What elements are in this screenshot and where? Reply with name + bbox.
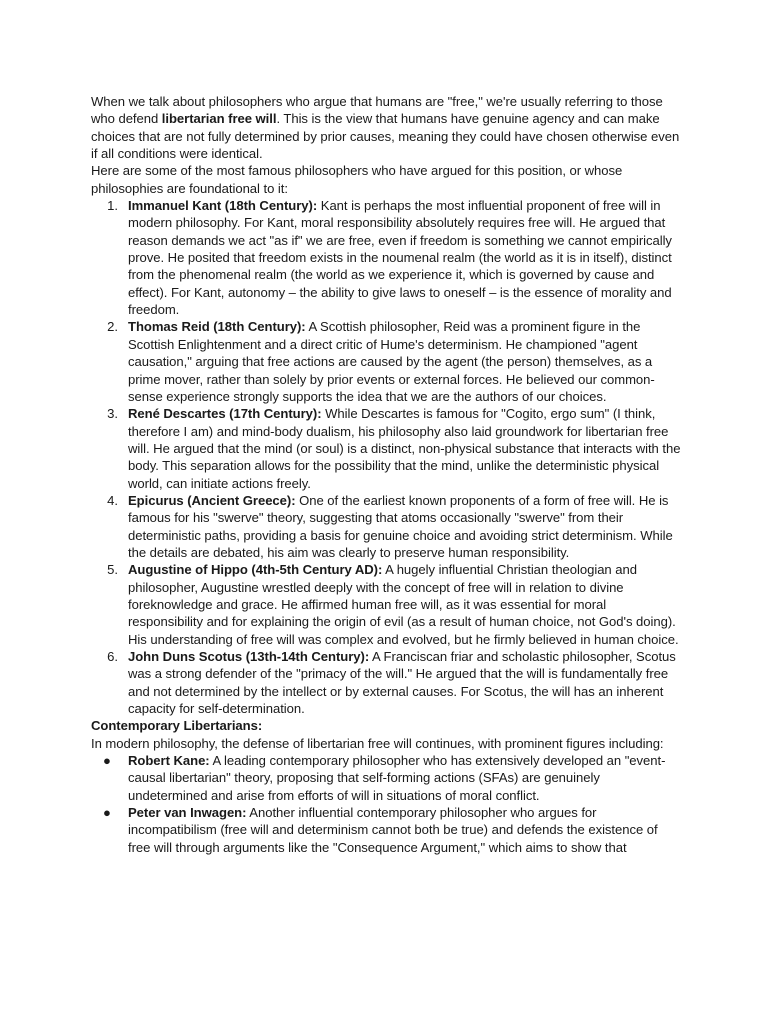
philosopher-name: Epicurus (Ancient Greece): [128, 492, 296, 508]
list-number: 1. [107, 198, 118, 214]
philosopher-description: Another influential contemporary philosopher who argues for incompatibilism (free will and determinism cannot both be true) and defends the existence of free will through arguments like the "Consequence Argument," which aims to show that [128, 805, 658, 855]
list-number: 2. [107, 319, 118, 335]
philosopher-name: Augustine of Hippo (4th-5th Century AD): [128, 562, 383, 578]
list-item [91, 561, 681, 648]
list-number: 6. [107, 649, 118, 664]
lead-paragraph: Here are some of the most famous philosophers who have argued for this position, or whose philosophies are foundational to it: [91, 163, 623, 196]
list-item [91, 197, 681, 318]
philosopher-list [91, 197, 681, 717]
philosopher-description: Kant is perhaps the most influential proponent of free will in modern philosophy. For Kant, moral responsibility absolutely requires free will. He argued that reason demands we act "as if" we are free, even if freedom is something we cannot empirically prove. He posited that freedom exists in the noumenal realm (the world as it is in itself), distinct from the phenomenal realm (the world as we experience it, which is governed by cause and effect). For Kant, autonomy – the ability to give laws to oneself – is the essence of morality and freedom. [128, 198, 672, 318]
philosopher-description: A Franciscan friar and scholastic philosopher, Scotus was a strong defender of the "primacy of the will." He argued that the will is fundamentally free and not determined by the intellect or by external causes. For Scotus, the will has an inherent capacity for self-determination. [128, 649, 676, 717]
contemporary-intro: In modern philosophy, the defense of libertarian free will continues, with prominent figures including: [91, 735, 664, 751]
bullet-icon: ● [103, 753, 111, 769]
list-item [91, 318, 681, 405]
list-item [91, 405, 681, 492]
list-number: 3. [107, 406, 118, 422]
philosopher-description: While Descartes is famous for "Cogito, ergo sum" (I think, therefore I am) and mind-body dualism, his philosophy also laid groundwork for libertarian free will. He argued that the mind (or soul) is a distinct, non-physical substance that interacts with the body. This separation allows for the possibility that the mind, unlike the deterministic physical world, can initiate actions freely. [128, 406, 681, 491]
intro-paragraph [91, 93, 681, 162]
philosopher-name: Thomas Reid (18th Century): [128, 319, 306, 335]
contemporary-list [91, 752, 681, 856]
section-heading-text: Contemporary Libertarians: [91, 718, 263, 734]
list-item [91, 752, 681, 804]
list-item [91, 492, 681, 561]
section-heading [91, 717, 681, 734]
intro-text-continued: . This is the view that humans have genuine agency and can make choices that are not fully determined by prior causes, meaning they could have chosen otherwise even if all conditions were identical. [91, 111, 680, 162]
philosopher-name: Immanuel Kant (18th Century): [128, 198, 318, 214]
philosopher-name: John Duns Scotus (13th-14th Century): [128, 649, 370, 664]
intro-text: When we talk about philosophers who argue that humans are "free," we're usually referring to those who defend [91, 94, 663, 127]
philosopher-name: Robert Kane: [128, 753, 210, 769]
list-number: 4. [107, 492, 118, 508]
philosopher-description: One of the earliest known proponents of a form of free will. He is famous for his "swerve" theory, suggesting that atoms occasionally "swerve" from their deterministic paths, providing a basis for genuine choice and avoiding strict determinism. While the details are debated, his aim was clearly to preserve human responsibility. [128, 492, 673, 560]
philosopher-description: A hugely influential Christian theologian and philosopher, Augustine wrestled deeply with the concept of free will in relation to divine foreknowledge and grace. He affirmed human free will, as it was essential for moral responsibility and for explaining the origin of evil (as a result of human choice, not God's doing). His understanding of free will was complex and evolved, but he firmly believed in human choice. [128, 562, 679, 647]
philosopher-description: A leading contemporary philosopher who has extensively developed an "event-causal libertarian" theory, proposing that self-forming actions (SFAs) are genuinely undetermined and arise from efforts of will in situations of moral conflict. [128, 753, 666, 803]
intro-bold-term: libertarian free will [161, 111, 277, 127]
document-body [91, 93, 681, 856]
philosopher-name: René Descartes (17th Century): [128, 406, 322, 422]
list-item [91, 804, 681, 856]
list-item [91, 648, 681, 717]
list-number: 5. [107, 562, 118, 578]
bullet-icon: ● [103, 805, 111, 821]
philosopher-name: Peter van Inwagen: [128, 805, 247, 821]
philosopher-description: A Scottish philosopher, Reid was a prominent figure in the Scottish Enlightenment and a direct critic of Hume's determinism. He championed "agent causation," arguing that free actions are caused by the agent (the person) themselves, as a prime mover, rather than solely by prior events or external forces. He believed our common-sense experience strongly supports the idea that we are the authors of our choices. [128, 319, 655, 404]
